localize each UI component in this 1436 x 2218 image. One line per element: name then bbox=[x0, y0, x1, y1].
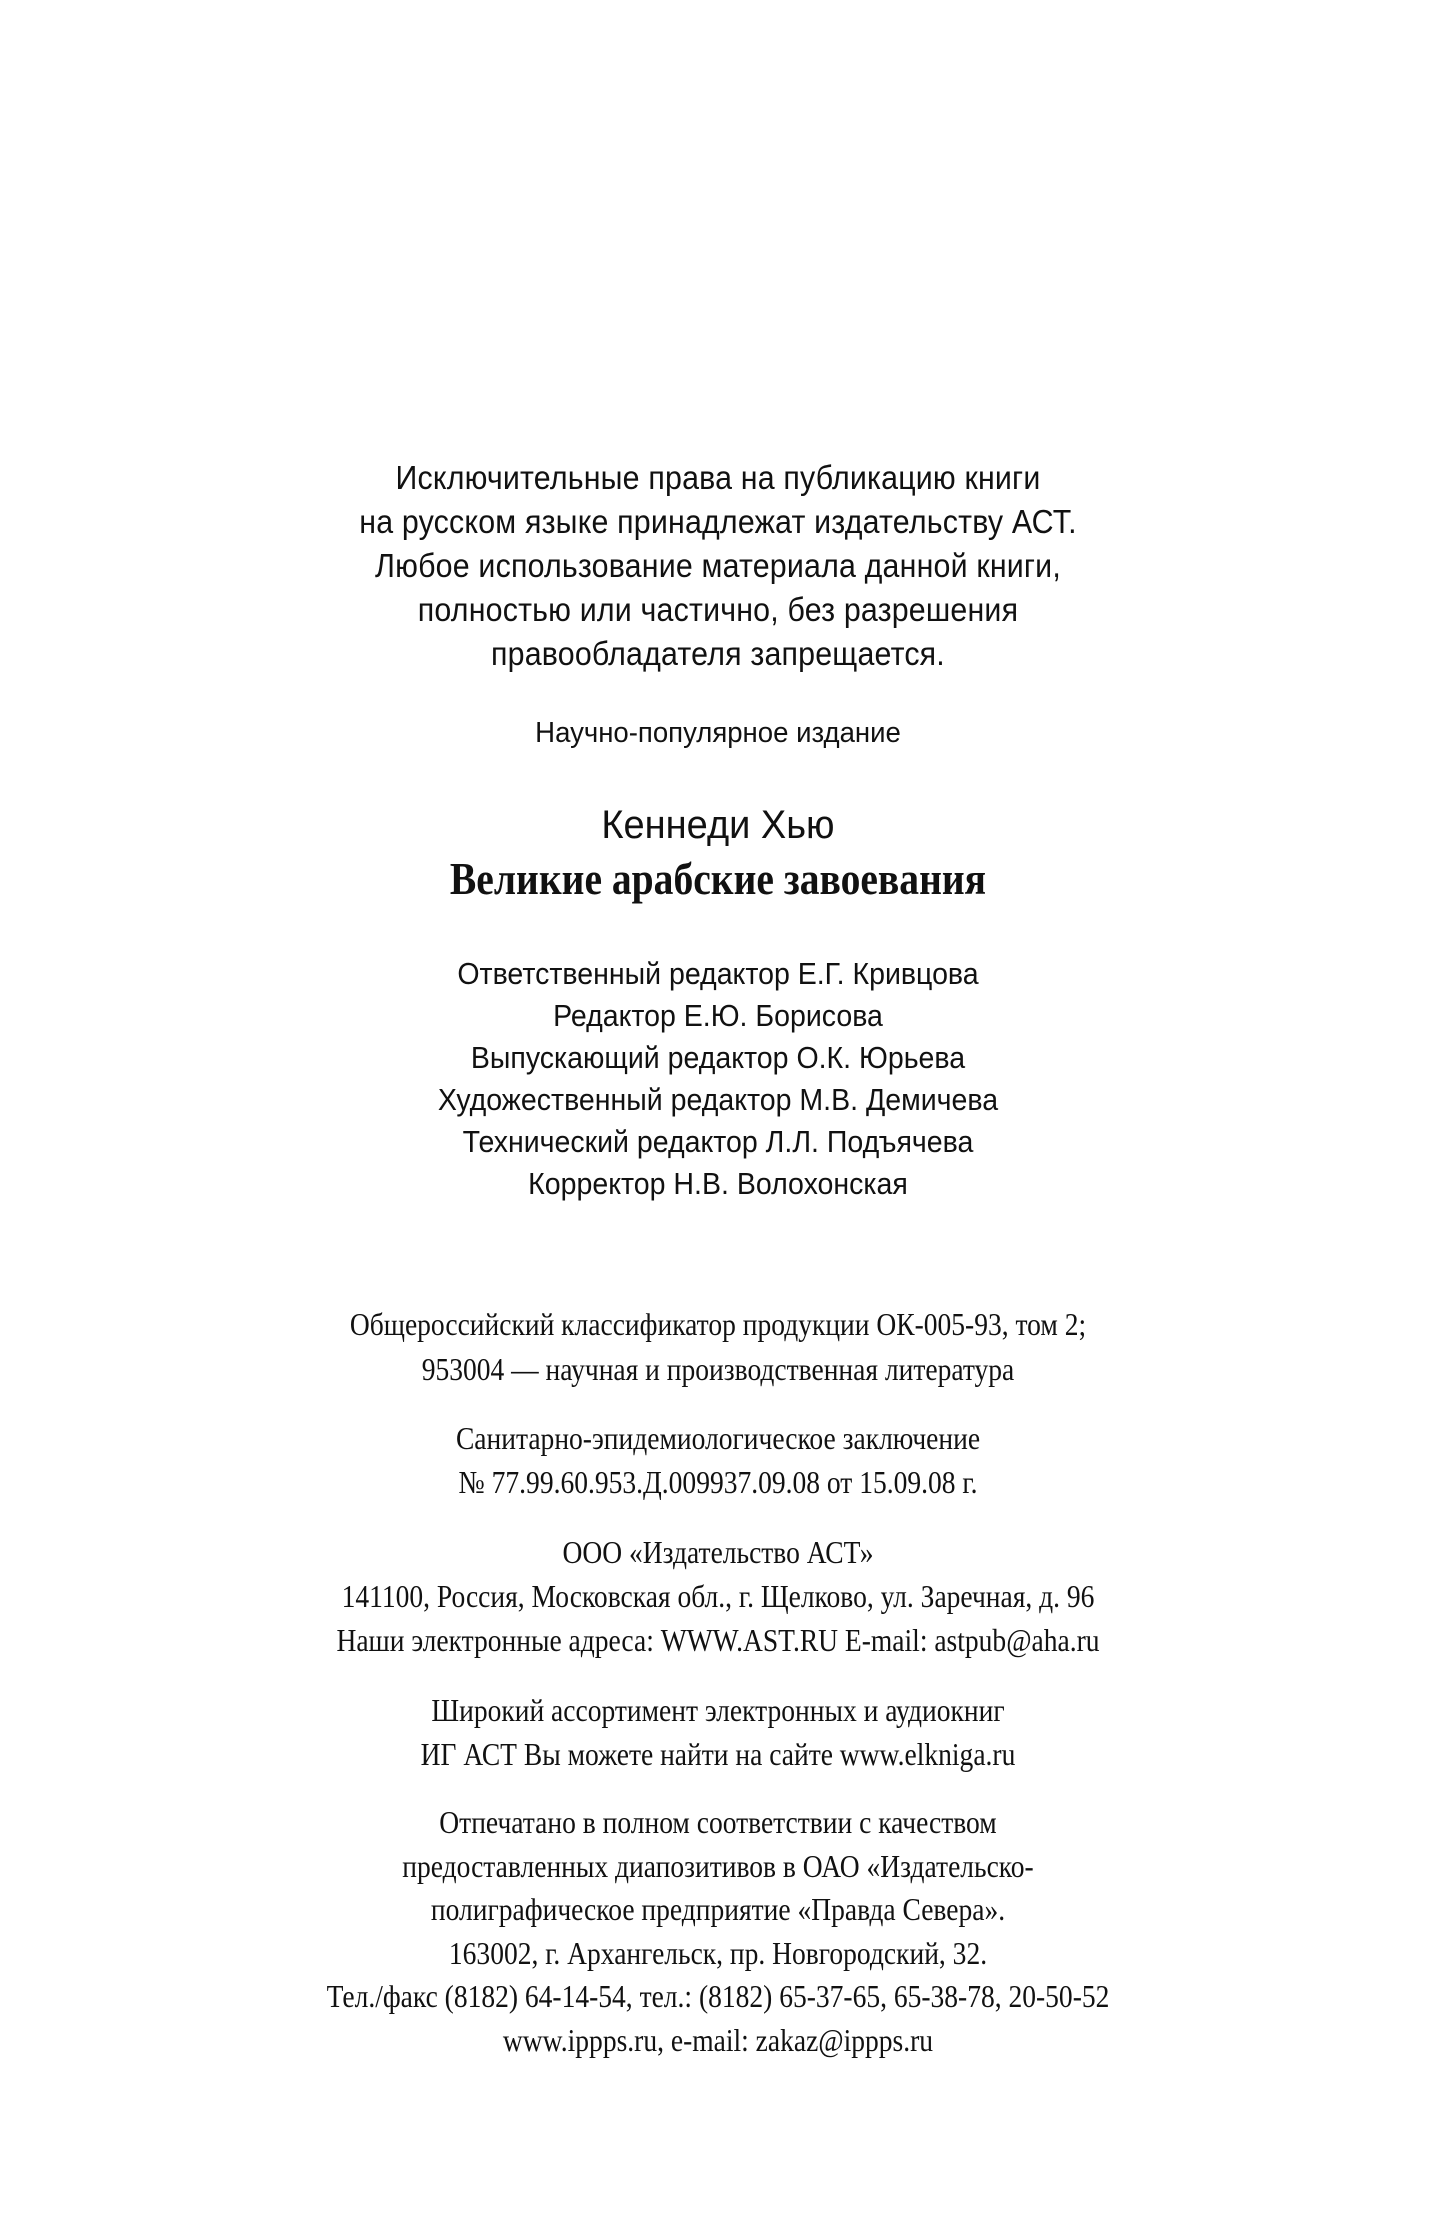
publisher-name: ООО «Издательство АСТ» bbox=[562, 1534, 874, 1570]
editor-credit: Ответственный редактор Е.Г. Кривцова bbox=[457, 956, 979, 991]
rights-notice-line: Любое использование материала данной книги, bbox=[375, 547, 1061, 584]
printer-line: предоставленных диапозитивов в ОАО «Издательско- bbox=[402, 1847, 1034, 1884]
book-title bbox=[0, 852, 1436, 906]
rights-notice-line: на русском языке принадлежат издательству АСТ. bbox=[359, 503, 1077, 540]
assortment-line: ИГ АСТ Вы можете найти на сайте www.elkniga.ru bbox=[420, 1736, 1016, 1772]
publisher-contacts: Наши электронные адреса: WWW.AST.RU E-mail: astpub@aha.ru bbox=[336, 1622, 1100, 1658]
assortment-notice bbox=[0, 1688, 1436, 1776]
sanitary-line: Санитарно-эпидемиологическое заключение bbox=[455, 1420, 981, 1456]
printer-address: 163002, г. Архангельск, пр. Новгородский, 32. bbox=[448, 1934, 988, 1971]
editor-credit: Корректор Н.В. Волохонская bbox=[528, 1166, 908, 1201]
rights-notice-line: полностью или частично, без разрешения bbox=[417, 591, 1019, 628]
editor-credit: Художественный редактор М.В. Демичева bbox=[437, 1082, 999, 1117]
publisher-info bbox=[0, 1530, 1436, 1662]
sanitary-line: № 77.99.60.953.Д.009937.09.08 от 15.09.08 г. bbox=[458, 1464, 978, 1500]
author-name: Кеннеди Хью bbox=[601, 803, 835, 847]
edition-type-text: Научно-популярное издание bbox=[535, 717, 901, 749]
printer-phones: Тел./факс (8182) 64-14-54, тел.: (8182) 65-37-65, 65-38-78, 20-50-52 bbox=[326, 1978, 1110, 2015]
printer-line: Отпечатано в полном соответствии с качеством bbox=[439, 1804, 997, 1840]
printer-info bbox=[0, 1801, 1436, 2063]
printer-web: www.ippps.ru, e-mail: zakaz@ippps.ru bbox=[502, 2021, 934, 2058]
editor-credit: Редактор Е.Ю. Борисова bbox=[553, 998, 883, 1033]
publisher-address: 141100, Россия, Московская обл., г. Щелково, ул. Заречная, д. 96 bbox=[341, 1578, 1095, 1614]
classifier-line: Общероссийский классификатор продукции ОК-005-93, том 2; bbox=[349, 1306, 1087, 1342]
editors-list bbox=[0, 953, 1436, 1205]
edition-type bbox=[0, 714, 1436, 752]
classifier-line: 953004 — научная и производственная литература bbox=[421, 1351, 1015, 1387]
author bbox=[0, 800, 1436, 850]
book-title-text: Великие арабские завоевания bbox=[449, 853, 987, 904]
sanitary-conclusion bbox=[0, 1416, 1436, 1504]
product-classifier bbox=[0, 1302, 1436, 1392]
rights-notice-line: Исключительные права на публикацию книги bbox=[395, 459, 1041, 496]
editor-credit: Технический редактор Л.Л. Подъячева bbox=[462, 1124, 974, 1159]
editor-credit: Выпускающий редактор О.К. Юрьева bbox=[470, 1040, 966, 1075]
rights-notice bbox=[0, 456, 1436, 676]
assortment-line: Широкий ассортимент электронных и аудиокниг bbox=[431, 1692, 1005, 1728]
printer-line: полиграфическое предприятие «Правда Севера». bbox=[430, 1891, 1006, 1928]
rights-notice-line: правообладателя запрещается. bbox=[491, 635, 945, 672]
